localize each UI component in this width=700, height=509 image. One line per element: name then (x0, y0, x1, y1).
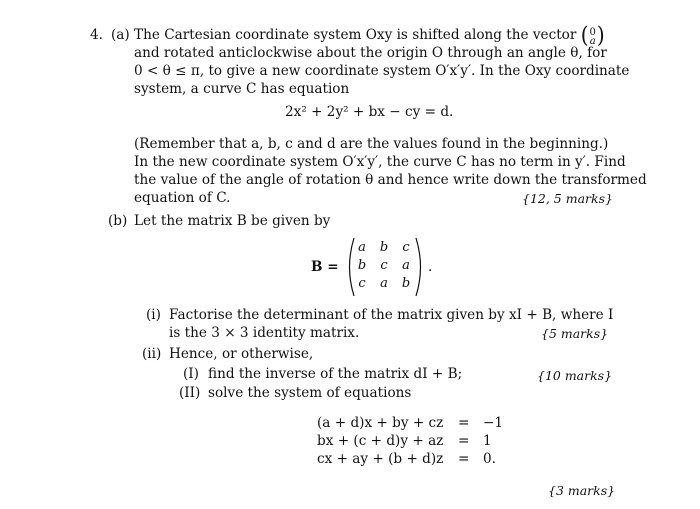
system-eq-3-lhs: cx + ay + (b + d)z (317, 451, 444, 467)
system-eq-1-rhs: −1 (483, 415, 504, 431)
matrix-label: B = (311, 259, 339, 275)
shift-vector: 0 a (589, 27, 596, 47)
curve-equation: 2x² + 2y² + bx − cy = d. (285, 104, 454, 120)
part-b-ii-marks: {3 marks} (548, 483, 616, 498)
remember-line-2: In the new coordinate system O′x′y′, the curve C has no term in y′. Find (134, 154, 626, 170)
remember-line-3: the value of the angle of rotation θ and hence write down the transformed (134, 172, 647, 188)
part-b-intro: Let the matrix B be given by (134, 213, 331, 229)
system-eq-3-rhs: 0. (483, 451, 496, 467)
matrix-end-period: . (428, 259, 433, 275)
part-a-line-1: The Cartesian coordinate system Oxy is shifted along the vector ( 0 a ) (134, 21, 605, 49)
system-eq-2-equals: = (458, 433, 470, 449)
part-a-line-2: and rotated anticlockwise about the origin O through an angle θ, for (134, 45, 607, 61)
part-a-marks: {12, 5 marks} (522, 191, 613, 206)
part-b-ii-intro: Hence, or otherwise, (169, 346, 314, 362)
part-b-ii-label: (ii) (142, 346, 162, 362)
matrix-cell: b (379, 240, 389, 255)
part-b-i-marks: {5 marks} (541, 326, 609, 341)
part-b-ii-II-label: (II) (179, 385, 201, 401)
matrix-B (345, 236, 425, 298)
part-b-i-label: (i) (146, 307, 161, 323)
vector-open-paren: ( (580, 21, 589, 49)
matrix-cell: b (401, 276, 411, 291)
matrix-cell: a (402, 258, 410, 273)
matrix-cell: c (402, 240, 410, 255)
system-eq-2-lhs: bx + (c + d)y + az (317, 433, 444, 449)
matrix-cell: c (358, 276, 366, 291)
remember-line-1: (Remember that a, b, c and d are the values found in the beginning.) (134, 136, 609, 152)
part-a-line-3: 0 < θ ≤ π, to give a new coordinate system O′x′y′. In the Oxy coordinate (134, 63, 630, 79)
part-b-i-line-2: is the 3 × 3 identity matrix. (169, 325, 360, 341)
part-a-label: (a) (111, 27, 130, 43)
matrix-cell: c (380, 258, 388, 273)
matrix-cell: b (357, 258, 367, 273)
system-eq-3-equals: = (458, 451, 470, 467)
matrix-cell: a (380, 276, 388, 291)
system-eq-2-rhs: 1 (483, 433, 492, 449)
system-eq-1-lhs: (a + d)x + by + cz (317, 415, 444, 431)
part-b-ii-I-text: find the inverse of the matrix dI + B; (208, 366, 463, 382)
part-b-label: (b) (108, 213, 128, 229)
system-eq-1-equals: = (458, 415, 470, 431)
part-a-line-4: system, a curve C has equation (134, 81, 350, 97)
remember-line-4: equation of C. (134, 190, 231, 206)
part-b-ii-I-label: (I) (183, 366, 199, 382)
part-b-i-line-1: Factorise the determinant of the matrix given by xI + B, where I (169, 307, 614, 323)
part-b-ii-II-text: solve the system of equations (208, 385, 412, 401)
question-number: 4. (90, 27, 103, 43)
matrix-cell: a (358, 240, 366, 255)
vector-close-paren: ) (596, 21, 605, 49)
part-b-ii-I-marks: {10 marks} (537, 368, 613, 383)
